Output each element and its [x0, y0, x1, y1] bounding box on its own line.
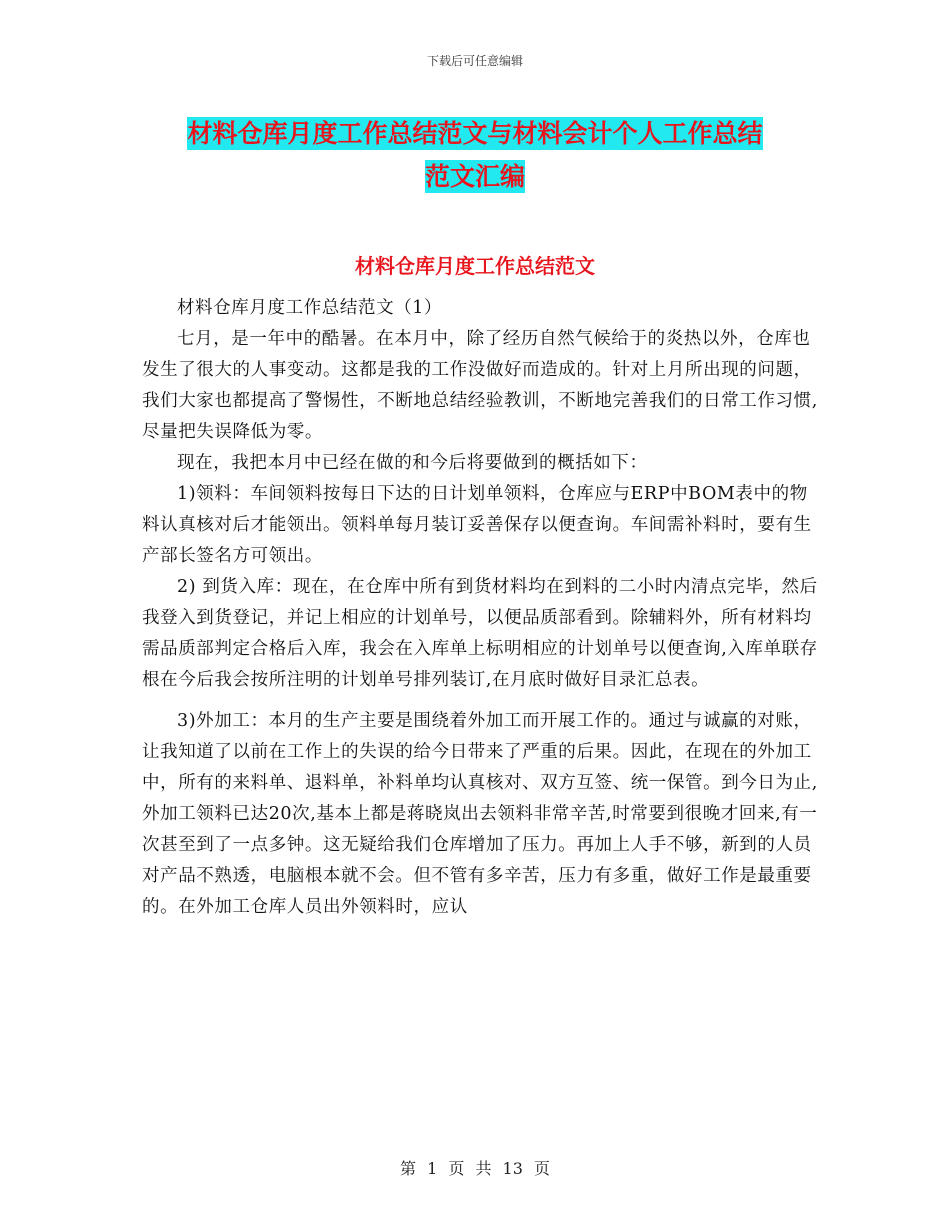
paragraph: 1)领料：车间领料按每日下达的日计划单领料，仓库应与ERP中BOM表中的物料认真核对后才能领出。领料单每月装订妥善保存以便查询。车间需补料时，要有生产部长签名方可领出。 [142, 484, 812, 566]
document-title-line1: 材料仓库月度工作总结范文与材料会计个人工作总结 [187, 119, 763, 148]
paragraph-subtitle: 材料仓库月度工作总结范文（1） [177, 298, 443, 318]
page-number-footer: 第 1 页 共 13 页 [400, 1159, 550, 1178]
paragraph: 现在，我把本月中已经在做的和今后将要做到的概括如下： [177, 453, 648, 473]
document-title [150, 112, 800, 198]
document-body [142, 293, 822, 923]
paragraph: 3)外加工：本月的生产主要是围绕着外加工而开展工作的。通过与诚赢的对账，让我知道了以前在工作上的失误的给今日带来了严重的后果。因此，在现在的外加工中，所有的来料单、退料单，补料单均认真核对、双方互签、统一保管。到今日为止,外加工领料已达20次,基本上都是蒋晓岚出去领料非常辛苦,时常要到很晚才回来,有一次甚至到了一点多钟。这无疑给我们仓库增加了压力。再加上人手不够，新到的人员对产品不熟透，电脑根本就不会。但不管有多辛苦，压力有多重，做好工作是最重要的。在外加工仓库人员出外领料时，应认 [142, 711, 818, 917]
document-title-line2: 范文汇编 [424, 162, 525, 191]
paragraph: 2) 到货入库：现在，在仓库中所有到货材料均在到料的二小时内清点完毕，然后我登入到货登记，并记上相应的计划单号，以便品质部看到。除辅料外，所有材料均需品质部判定合格后入库，我会在入库单上标明相应的计划单号以便查询,入库单联存根在今后我会按所注明的计划单号排列装订,在月底时做好目录汇总表。 [142, 577, 818, 690]
section-title: 材料仓库月度工作总结范文 [355, 254, 595, 278]
paragraph: 七月，是一年中的酷暑。在本月中，除了经历自然气候给于的炎热以外，仓库也发生了很大的人事变动。这都是我的工作没做好而造成的。针对上月所出现的问题，我们大家也都提高了警惕性，不断地总结经验教训，不断地完善我们的日常工作习惯,尽量把失误降低为零。 [142, 329, 818, 442]
header-note: 下载后可任意编辑 [426, 54, 523, 68]
